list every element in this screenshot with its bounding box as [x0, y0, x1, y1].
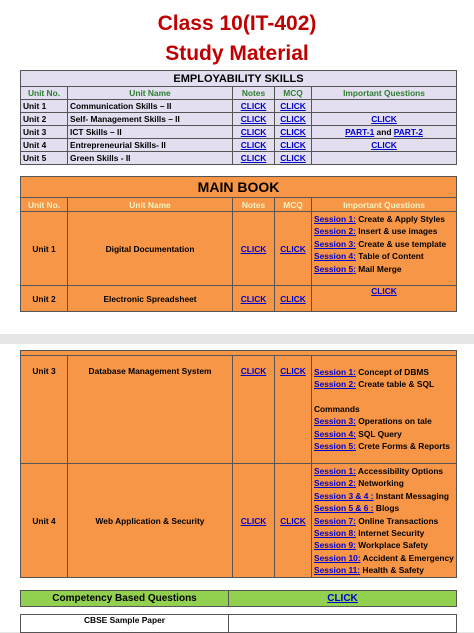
- mcq-link[interactable]: CLICK: [280, 293, 306, 304]
- session-item: [314, 465, 454, 477]
- session-item: [314, 552, 454, 564]
- session-item: [314, 428, 454, 440]
- unit-no: Unit 2: [21, 286, 68, 312]
- table-row: [21, 356, 457, 464]
- notes-link[interactable]: CLICK: [240, 140, 267, 150]
- session-note: Commands: [314, 403, 360, 414]
- session-topic: Create & use template: [355, 238, 447, 249]
- session-item: [314, 515, 454, 527]
- session-item: [314, 225, 454, 237]
- mcq-link[interactable]: CLICK: [280, 140, 306, 150]
- session-item: [314, 477, 454, 489]
- unit-name: Entrepreneurial Skills- II: [68, 139, 233, 152]
- iq-part1-link[interactable]: PART-1: [345, 127, 375, 137]
- unit-name: Database Management System: [68, 356, 233, 464]
- session-item: [314, 527, 454, 539]
- iq-cell: [312, 100, 457, 113]
- unit-no: Unit 4: [21, 139, 68, 152]
- col-important-questions: Important Questions: [312, 87, 457, 100]
- competency-link[interactable]: CLICK: [327, 593, 358, 604]
- unit-no: Unit 4: [21, 464, 68, 578]
- table-row: [21, 100, 457, 113]
- session-link[interactable]: Session 5 & 6 :: [314, 503, 374, 514]
- session-topic: Concept of DBMS: [355, 367, 429, 377]
- mcq-link[interactable]: CLICK: [280, 153, 306, 163]
- employability-title: EMPLOYABILITY SKILLS: [21, 71, 457, 87]
- session-link[interactable]: Session 5:: [314, 441, 356, 452]
- unit-no: Unit 5: [21, 152, 68, 165]
- session-item: [314, 440, 454, 452]
- iq-cell: [312, 152, 457, 165]
- notes-link[interactable]: CLICK: [240, 101, 267, 111]
- session-topic: Accessibility Options: [355, 466, 444, 476]
- session-topic: Crete Forms & Reports: [355, 441, 450, 452]
- session-item: [314, 238, 454, 250]
- unit-name: Communication Skills – II: [68, 100, 233, 113]
- session-item: [314, 502, 454, 514]
- session-topic: Health & Safety: [360, 565, 424, 576]
- session-topic: Create table & SQL: [355, 379, 435, 390]
- col-unit-no: Unit No.: [21, 198, 68, 212]
- competency-table: [20, 590, 457, 607]
- session-item: [314, 490, 454, 502]
- mcq-link[interactable]: CLICK: [280, 243, 306, 254]
- col-notes: Notes: [233, 198, 275, 212]
- notes-link[interactable]: CLICK: [240, 114, 267, 124]
- unit-no: Unit 2: [21, 113, 68, 126]
- session-topic: Accident & Emergency: [360, 552, 454, 563]
- mcq-link[interactable]: CLICK: [280, 127, 306, 137]
- session-link[interactable]: Session 2:: [314, 478, 356, 489]
- main-book-table: [20, 176, 457, 312]
- session-link[interactable]: Session 9:: [314, 540, 356, 551]
- session-topic: Table of Content: [355, 251, 424, 262]
- notes-link[interactable]: CLICK: [240, 515, 267, 526]
- session-topic: SQL Query: [355, 428, 402, 439]
- session-topic: Insert & use images: [355, 226, 438, 237]
- iq-link[interactable]: CLICK: [371, 140, 397, 150]
- unit-name: Electronic Spreadsheet: [68, 286, 233, 312]
- main-book-title: MAIN BOOK: [21, 177, 457, 198]
- employability-table: [20, 70, 457, 165]
- unit-name: Self- Management Skills – II: [68, 113, 233, 126]
- and-text: and: [374, 127, 394, 137]
- session-topic: Operations on tale: [355, 416, 432, 427]
- session-link[interactable]: Session 2:: [314, 379, 356, 390]
- session-link[interactable]: Session 3:: [314, 238, 356, 249]
- session-item: [314, 539, 454, 551]
- notes-link[interactable]: CLICK: [240, 243, 267, 254]
- page-title-line1: Class 10(IT-402): [157, 12, 317, 35]
- unit-name: ICT Skills – II: [68, 126, 233, 139]
- unit-no: Unit 1: [21, 100, 68, 113]
- session-topic: Mail Merge: [355, 263, 402, 274]
- notes-link[interactable]: CLICK: [240, 366, 267, 376]
- iq-part2-link[interactable]: PART-2: [393, 127, 423, 137]
- notes-link[interactable]: CLICK: [240, 127, 267, 137]
- page-title-line2: Study Material: [165, 42, 309, 65]
- col-unit-name: Unit Name: [68, 198, 233, 212]
- session-item: [314, 250, 454, 262]
- session-item: [314, 378, 454, 390]
- sessions-cell: [312, 464, 457, 578]
- session-item: [314, 564, 454, 576]
- sessions-cell: [312, 356, 457, 464]
- mcq-link[interactable]: CLICK: [280, 114, 306, 124]
- col-mcq: MCQ: [275, 198, 312, 212]
- session-topic: Online Transactions: [355, 515, 439, 526]
- session-link[interactable]: Session 5:: [314, 263, 356, 274]
- session-link[interactable]: Session 1:: [314, 214, 356, 224]
- session-item: [314, 263, 454, 275]
- unit-no: Unit 1: [21, 212, 68, 286]
- table-row: [21, 113, 457, 126]
- session-topic: Networking: [355, 478, 404, 489]
- session-link[interactable]: Session 4:: [314, 251, 356, 262]
- cbse-table: [20, 614, 457, 633]
- mcq-link[interactable]: CLICK: [280, 366, 306, 376]
- notes-link[interactable]: CLICK: [240, 293, 267, 304]
- col-mcq: MCQ: [275, 87, 312, 100]
- session-link[interactable]: Session 3 & 4 :: [314, 490, 374, 501]
- iq-link[interactable]: CLICK: [371, 286, 397, 296]
- col-notes: Notes: [233, 87, 275, 100]
- cbse-link-cell: [229, 615, 457, 633]
- session-topic: Blogs: [373, 503, 400, 514]
- table-row: [21, 286, 457, 312]
- unit-name: Web Application & Security: [68, 464, 233, 578]
- unit-name: Digital Documentation: [68, 212, 233, 286]
- table-row: [21, 126, 457, 139]
- table-row: [21, 212, 457, 286]
- session-link[interactable]: Session 8:: [314, 528, 356, 539]
- session-item: [314, 415, 454, 427]
- session-link[interactable]: Session 10:: [314, 552, 361, 563]
- notes-link[interactable]: CLICK: [240, 153, 267, 163]
- session-link[interactable]: Session 1:: [314, 367, 356, 377]
- session-link[interactable]: Session 1:: [314, 466, 356, 476]
- session-topic: Workplace Safety: [355, 540, 428, 551]
- session-topic: Instant Messaging: [373, 490, 449, 501]
- table-row: [21, 464, 457, 578]
- table-row: [21, 139, 457, 152]
- session-link[interactable]: Session 7:: [314, 515, 356, 526]
- sessions-cell: [312, 212, 457, 286]
- session-link[interactable]: Session 4:: [314, 428, 356, 439]
- mcq-link[interactable]: CLICK: [280, 515, 306, 526]
- session-item: [314, 366, 454, 378]
- iq-link[interactable]: CLICK: [371, 114, 397, 124]
- table-row: [21, 152, 457, 165]
- cbse-label: CBSE Sample Paper: [21, 615, 229, 633]
- mcq-link[interactable]: CLICK: [280, 101, 306, 111]
- session-link[interactable]: Session 2:: [314, 226, 356, 237]
- unit-no: Unit 3: [21, 356, 68, 464]
- session-link[interactable]: Session 3:: [314, 416, 356, 427]
- session-link[interactable]: Session 11:: [314, 565, 361, 576]
- col-unit-name: Unit Name: [68, 87, 233, 100]
- session-item: [314, 213, 454, 225]
- main-book-table-continued: [20, 350, 457, 578]
- col-important-questions: Important Questions: [312, 198, 457, 212]
- col-unit-no: Unit No.: [21, 87, 68, 100]
- session-topic: Create & Apply Styles: [355, 214, 445, 224]
- competency-label: Competency Based Questions: [21, 591, 229, 607]
- page-2: [0, 344, 474, 632]
- unit-no: Unit 3: [21, 126, 68, 139]
- unit-name: Green Skills - II: [68, 152, 233, 165]
- session-topic: Internet Security: [355, 528, 425, 539]
